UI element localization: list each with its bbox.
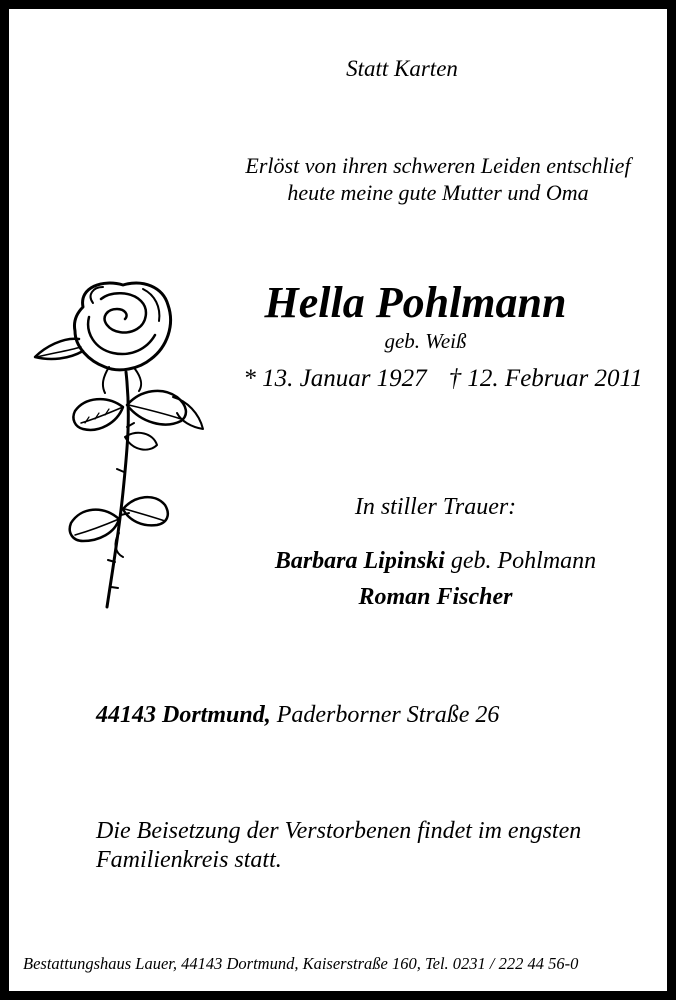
- mourning-heading: In stiller Trauer:: [354, 494, 517, 520]
- deceased-name: Hella Pohlmann: [264, 278, 567, 327]
- address: [96, 703, 499, 727]
- funeral-line-2: Familienkreis statt.: [96, 847, 282, 873]
- obituary-card: [9, 9, 667, 991]
- mourner-2-name: Roman Fischer: [358, 584, 513, 610]
- address-street: Paderborner Straße 26: [276, 702, 500, 728]
- address-city: 44143 Dortmund,: [96, 702, 271, 728]
- mourner-1-name: Barbara Lipinski: [274, 548, 445, 574]
- life-dates: [229, 366, 657, 391]
- intro-line-2: heute meine gute Mutter und Oma: [287, 180, 589, 205]
- intro-line-1: Erlöst von ihren schweren Leiden entschlief: [245, 153, 631, 178]
- deceased-birth-name: geb. Weiß: [384, 329, 467, 353]
- header-statt-karten: Statt Karten: [346, 56, 458, 81]
- death-date: † 12. Februar 2011: [448, 365, 643, 392]
- funeral-line-1: Die Beisetzung der Verstorbenen findet im engsten: [96, 818, 582, 844]
- rose-icon: [23, 277, 208, 613]
- birth-date: * 13. Januar 1927: [243, 365, 427, 392]
- mourner-1-nee: geb. Pohlmann: [450, 548, 597, 574]
- funeral-home-footer: Bestattungshaus Lauer, 44143 Dortmund, Kaiserstraße 160, Tel. 0231 / 222 44 56-0: [23, 954, 579, 973]
- mourner-1: [224, 549, 647, 573]
